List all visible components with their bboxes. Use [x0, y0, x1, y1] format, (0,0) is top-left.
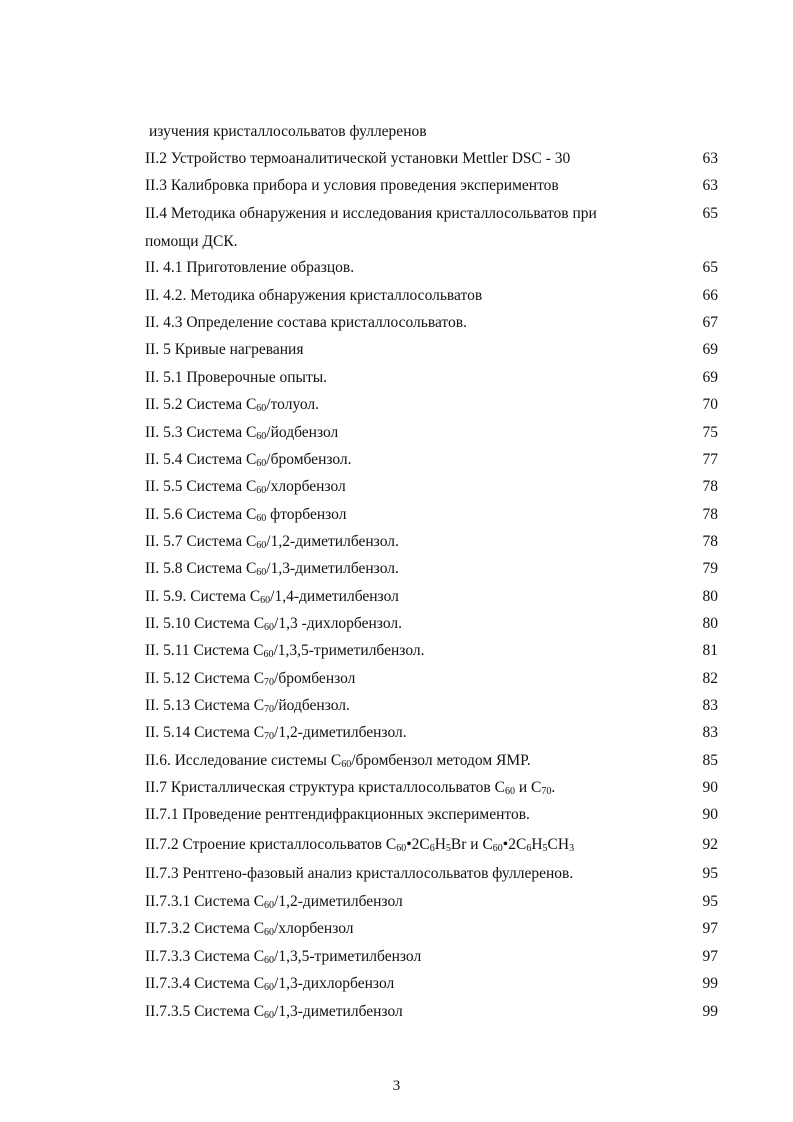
- toc-entry-number: II.2: [145, 150, 167, 167]
- toc-entry-page: 90: [702, 779, 718, 796]
- toc-entry-number: II. 5.1: [145, 369, 183, 386]
- toc-entry-text: Приготовление образцов.: [186, 259, 355, 276]
- toc-entry-title: [145, 446, 352, 474]
- toc-entry-page: 65: [702, 259, 718, 276]
- toc-entry-text: Система $C_{60}$/бромбензол.: [186, 451, 352, 469]
- toc-entry-number: II. 5.5: [145, 478, 183, 495]
- toc-entry-number: II.7.3.3: [145, 948, 191, 965]
- subscript: 70: [541, 786, 552, 797]
- toc-entry-title: [145, 860, 573, 888]
- toc-entry-text: Проведение рентгендифракционных экспериментов.: [182, 806, 530, 823]
- toc-entry-text: Система $C_{60}/1,3$-диметилбензол: [194, 1003, 403, 1021]
- toc-entry-title: [145, 391, 319, 419]
- subscript: 60: [341, 759, 352, 770]
- subscript: 60: [264, 982, 275, 993]
- toc-entry-text: Строение кристаллосольватов $C_{60}•2C_6H_5Br$ и $C_{60}•2C_6H_5CH_3$: [182, 836, 575, 854]
- toc-entry-text: Система $C_{60}/1,2$-диметилбензол: [194, 893, 403, 911]
- toc-entry-text: Калибровка прибора и условия проведения экспериментов: [170, 177, 559, 194]
- toc-entry-number: II.4: [145, 205, 167, 222]
- subscript: 6: [526, 843, 532, 854]
- toc-entry-title: [145, 145, 570, 173]
- subscript: 60: [396, 843, 407, 854]
- subscript: 60: [264, 900, 275, 911]
- toc-entry-page: 99: [702, 975, 718, 992]
- toc-entry-page: 77: [702, 451, 718, 468]
- toc-entry-title: [145, 747, 531, 775]
- toc-entry-number: II.7.2: [145, 836, 179, 853]
- toc-entry-text: Методика обнаружения и исследования кристаллосольватов при: [170, 205, 597, 222]
- subscript: 6: [429, 843, 435, 854]
- toc-entry-number: II. 4.2.: [145, 287, 187, 304]
- subscript: 70: [264, 704, 275, 715]
- toc-entry-text: Система $C_{60}/1,3$ -дихлорбензол.: [194, 615, 402, 633]
- subscript: 60: [264, 927, 275, 938]
- toc-entry-title: [145, 200, 597, 228]
- toc-entry-number: II. 4.3: [145, 314, 183, 331]
- toc-entry-page: 85: [702, 752, 718, 769]
- toc-entry-page: 78: [702, 506, 718, 523]
- toc-entry-page: 80: [702, 588, 718, 605]
- toc-entry-page: 70: [702, 396, 718, 413]
- toc-entry-text: Система $C_{70}$/бромбензол: [194, 670, 356, 688]
- toc-entry-title: [145, 309, 467, 337]
- toc-entry-title: [145, 998, 403, 1026]
- toc-entry-title: [145, 473, 346, 501]
- toc-entry-number: II. 4.1: [145, 259, 183, 276]
- toc-entry-page: 79: [702, 560, 718, 577]
- toc-entry-number: II. 5.8: [145, 560, 183, 577]
- toc-entry-number: II.7.3.5: [145, 1003, 191, 1020]
- subscript: 60: [256, 485, 267, 496]
- toc-entry-text: Методика обнаружения кристаллосольватов: [190, 287, 483, 304]
- toc-entry-number: II.7.3.2: [145, 920, 191, 937]
- toc-entry-page: 78: [702, 478, 718, 495]
- toc-entry-number: II. 5.14: [145, 724, 191, 741]
- toc-entry-page: 69: [702, 369, 718, 386]
- toc-entry-page: 97: [702, 920, 718, 937]
- toc-entry-number: II. 5.4: [145, 451, 183, 468]
- toc-entry-number: II.7.3.1: [145, 893, 191, 910]
- toc-entry-text: Система $C_{70}$/йодбензол.: [194, 697, 350, 715]
- toc-entry-page: 83: [702, 724, 718, 741]
- toc-entry-page: 69: [702, 341, 718, 358]
- toc-entry-number: II.3: [145, 177, 167, 194]
- toc-entry-title: [145, 172, 559, 200]
- toc-entry-text: Система $C_{60}/1,3$-дихлорбензол: [194, 975, 395, 993]
- subscript: 70: [264, 731, 275, 742]
- toc-entry-title: [145, 915, 354, 943]
- toc-entry-title: [145, 801, 530, 829]
- toc-entry-title: [145, 637, 424, 665]
- toc-entry-number: II. 5.7: [145, 533, 183, 550]
- subscript: 60: [504, 786, 515, 797]
- toc-entry-text: Система $C_{60}$/хлорбензол: [194, 920, 354, 938]
- subscript: 60: [256, 431, 267, 442]
- subscript: 60: [256, 458, 267, 469]
- toc-entry-title: [145, 831, 574, 859]
- page-number: 3: [392, 1078, 401, 1094]
- toc-entry-title: [145, 419, 338, 447]
- toc-entry-page: 95: [702, 893, 718, 910]
- toc-entry-page: 99: [702, 1003, 718, 1020]
- toc-entry-page: 90: [702, 806, 718, 823]
- subscript: 3: [569, 843, 575, 854]
- toc-entry-title: [145, 555, 399, 583]
- toc-entry-number: II.6.: [145, 752, 171, 769]
- toc-entry-page: 66: [702, 287, 718, 304]
- toc-entry-text: Устройство термоаналитической установки Mettler DSC - 30: [170, 150, 571, 167]
- toc-entry-title: [145, 943, 421, 971]
- toc-entry-title: [145, 610, 402, 638]
- toc-entry-number: II. 5.11: [145, 642, 190, 659]
- subscript: 60: [492, 843, 503, 854]
- toc-entry-title-cont: помощи ДСК.: [145, 232, 238, 250]
- subscript: 60: [263, 649, 274, 660]
- toc-continuation-text: изучения кристаллосольватов фуллеренов: [149, 123, 427, 140]
- toc-entry-title: [145, 665, 355, 693]
- toc-entry-number: II. 5.10: [145, 615, 191, 632]
- toc-entry-page: 63: [702, 177, 718, 194]
- toc-entry-title: [145, 970, 394, 998]
- toc-entry-page: 83: [702, 697, 718, 714]
- toc-entry-page: 75: [702, 424, 718, 441]
- toc-entry-page: 81: [702, 642, 718, 659]
- toc-entry-title: [145, 692, 350, 720]
- toc-entry-text: Система $C_{60}$/толуол.: [186, 396, 319, 414]
- toc-entry-title: [145, 528, 399, 556]
- toc-entry-title: [145, 336, 303, 364]
- toc-entry-page: 67: [702, 314, 718, 331]
- toc-entry-title: [145, 254, 354, 282]
- toc-entry-page: 65: [702, 205, 718, 222]
- toc-entry-text: Система $C_{60}$ фторбензол: [186, 506, 347, 524]
- toc-entry-title: [145, 888, 403, 916]
- toc-entry-text: Определение состава кристаллосольватов.: [186, 314, 467, 331]
- toc-entry-title: [145, 282, 482, 310]
- subscript: 60: [256, 540, 267, 551]
- toc-entry-title: [145, 719, 407, 747]
- toc-entry-text: Система $C_{60}/1,3,5$-триметилбензол: [194, 948, 422, 966]
- subscript: 60: [264, 1010, 275, 1021]
- subscript: 5: [445, 843, 451, 854]
- toc-entry-text: Система $C_{60}$/хлорбензол: [186, 478, 346, 496]
- toc-entry-title: [145, 774, 555, 802]
- subscript: 5: [542, 843, 548, 854]
- toc-entry-text: Система $C_{60}/1,4$-диметилбензол: [190, 588, 399, 606]
- toc-entry-number: II. 5.13: [145, 697, 191, 714]
- toc-entry-text: Система $C_{60}/1,3$-диметилбензол.: [186, 560, 399, 578]
- toc-entry-number: II.7.1: [145, 806, 179, 823]
- toc-entry-number: II.7.3.4: [145, 975, 191, 992]
- toc-entry-text: Система $C_{60}$/йодбензол: [186, 424, 339, 442]
- toc-entry-page: 82: [702, 670, 718, 687]
- toc-entry-page: 97: [702, 948, 718, 965]
- subscript: 60: [264, 955, 275, 966]
- subscript: 60: [260, 595, 271, 606]
- toc-entry-number: II. 5.2: [145, 396, 183, 413]
- toc-entry-text: Исследование системы $C_{60}$/бромбензол методом ЯМР.: [174, 752, 531, 770]
- toc-entry-page: 78: [702, 533, 718, 550]
- toc-entry-text: Рентгено-фазовый анализ кристаллосольватов фуллеренов.: [182, 865, 574, 882]
- subscript: 60: [256, 567, 267, 578]
- subscript: 70: [264, 677, 275, 688]
- toc-entry-number: II. 5.9.: [145, 588, 187, 605]
- subscript: 60: [256, 403, 267, 414]
- toc-entry-title: [145, 364, 327, 392]
- subscript: 60: [264, 622, 275, 633]
- toc-entry-text: Система $C_{70}/1,2$-диметилбензол.: [194, 724, 407, 742]
- toc-entry-number: II.7: [145, 779, 167, 796]
- toc-entry-text: Кристаллическая структура кристаллосольватов $C_{60}$ и $C_{70}$.: [170, 779, 556, 797]
- toc-entry-text: Проверочные опыты.: [186, 369, 328, 386]
- toc-entry-title: [145, 501, 346, 529]
- toc-entry-number: II. 5.12: [145, 670, 191, 687]
- toc-entry-title: [145, 583, 399, 611]
- toc-entry-number: II. 5.3: [145, 424, 183, 441]
- toc-entry-page: 63: [702, 150, 718, 167]
- toc-entry-text: Система $C_{60}/1,3,5$-триметилбензол.: [193, 642, 425, 660]
- toc-entry-page: 92: [702, 836, 718, 853]
- toc-entry-page: 95: [702, 865, 718, 882]
- toc-entry-page: 80: [702, 615, 718, 632]
- subscript: 60: [256, 513, 267, 524]
- toc-entry-text: Кривые нагревания: [174, 341, 304, 358]
- toc-entry-number: II. 5: [145, 341, 171, 358]
- toc-entry-number: II.7.3: [145, 865, 179, 882]
- toc-entry-text: Система $C_{60}/1,2$-диметилбензол.: [186, 533, 399, 551]
- toc-entry-number: II. 5.6: [145, 506, 183, 523]
